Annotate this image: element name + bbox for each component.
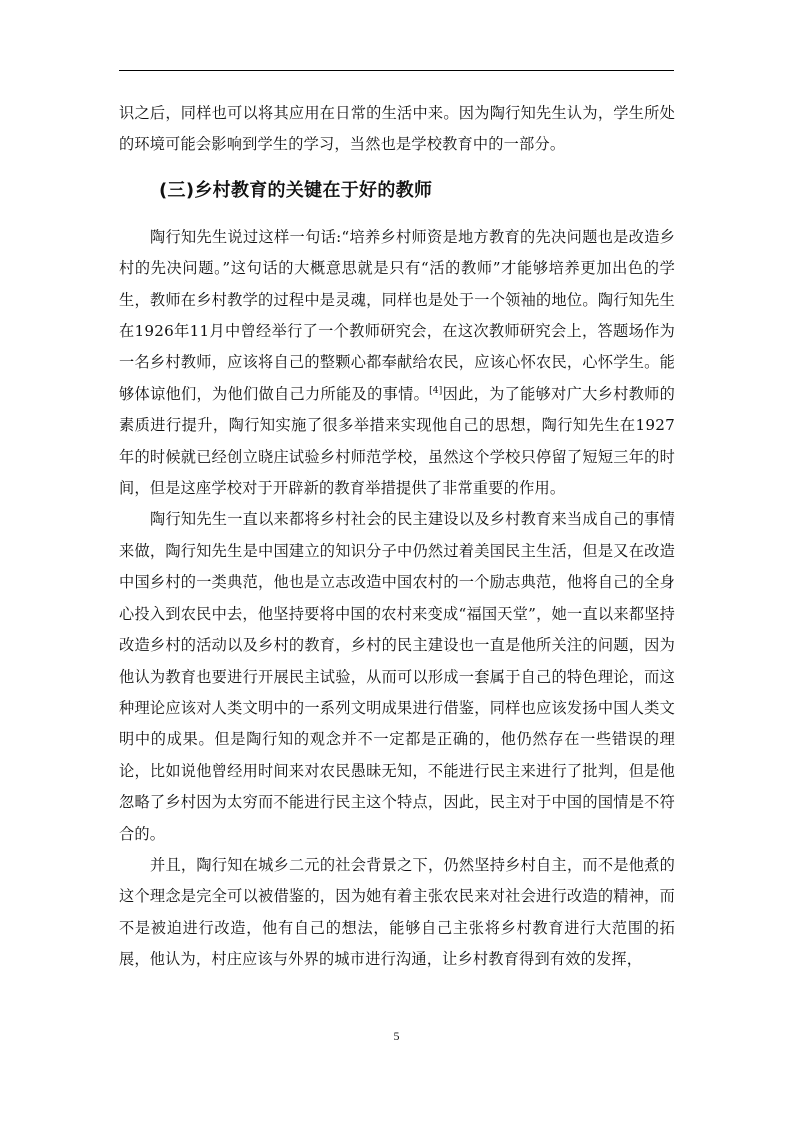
section-heading: (三)乡村教育的关键在于好的教师 (159, 179, 433, 201)
paragraph-continued: 识之后，同样也可以将其应用在日常的生活中来。因为陶行知先生认为，学生所处的环境可能会影响到学生的学习，当然也是学校教育中的一部分。 (119, 104, 675, 154)
paragraph-1 (119, 222, 675, 505)
paragraph-2: 陶行知先生一直以来都将乡村社会的民主建设以及乡村教育来当成自己的事情来做，陶行知先生是中国建立的知识分子中仍然过着美国民主生活，但是又在改造中国乡村的一类典范，他也是立志改造中国农村的一个励志典范，他将自己的全身心投入到农民中去，他坚持要将中国的农村来变成“福国天堂”，她一直以来都坚持改造乡村的活动以及乡村的教育，乡村的民主建设也一直是他所关注的问题，因为他认为教育也要进行开展民主试验，从而可以形成一套属于自己的特色理论，而这种理论应该对人类文明中的一系列文明成果进行借鉴，同样也应该发扬中国人类文明中的成果。但是陶行知的观念并不一定都是正确的，他仍然存在一些错误的理论，比如说他曾经用时间来对农民愚昧无知，不能进行民主来进行了批判，但是他忽略了乡村因为太穷而不能进行民主这个特点，因此，民主对于中国的国情是不符合的。 (119, 510, 675, 843)
paragraph-1-text-b: 因此，为了能够对广大乡村教师的素质进行提升，陶行知实施了很多举措来实现他自己的思想，陶行知先生在1927年的时候就已经创立晓庄试验乡村师范学校，虽然这个学校只停留了短短三年的时间，但是这座学校对于开辟新的教育举措提供了非常重要的作用。 (119, 384, 676, 498)
header-rule (119, 70, 674, 71)
paragraph-3: 并且，陶行知在城乡二元的社会背景之下，仍然坚持乡村自主，而不是他煮的这个理念是完全可以被借鉴的，因为她有着主张农民来对社会进行改造的精神，而不是被迫进行改造，他有自己的想法，能够自己主张将乡村教育进行大范围的拓展，他认为，村庄应该与外界的城市进行沟通，让乡村教育得到有效的发挥， (119, 855, 675, 969)
page-number: 5 (393, 1029, 400, 1043)
paragraph-1-text-a: 陶行知先生说过这样一句话:“培养乡村师资是地方教育的先决问题也是改造乡村的先决问题。”这句话的大概意思就是只有“活的教师”才能够培养更加出色的学生，教师在乡村教学的过程中是灵魂，同样也是处于一个领袖的地位。陶行知先生在1926年11月中曾经举行了一个教师研究会，在这次教师研究会上，答题场作为一名乡村教师，应该将自己的整颗心都奉献给农民，应该心怀农民，心怀学生。能够体谅他们，为他们做自己力所能及的事情。 (119, 227, 675, 403)
citation-marker: [4] (429, 385, 443, 396)
body-text (119, 98, 675, 976)
